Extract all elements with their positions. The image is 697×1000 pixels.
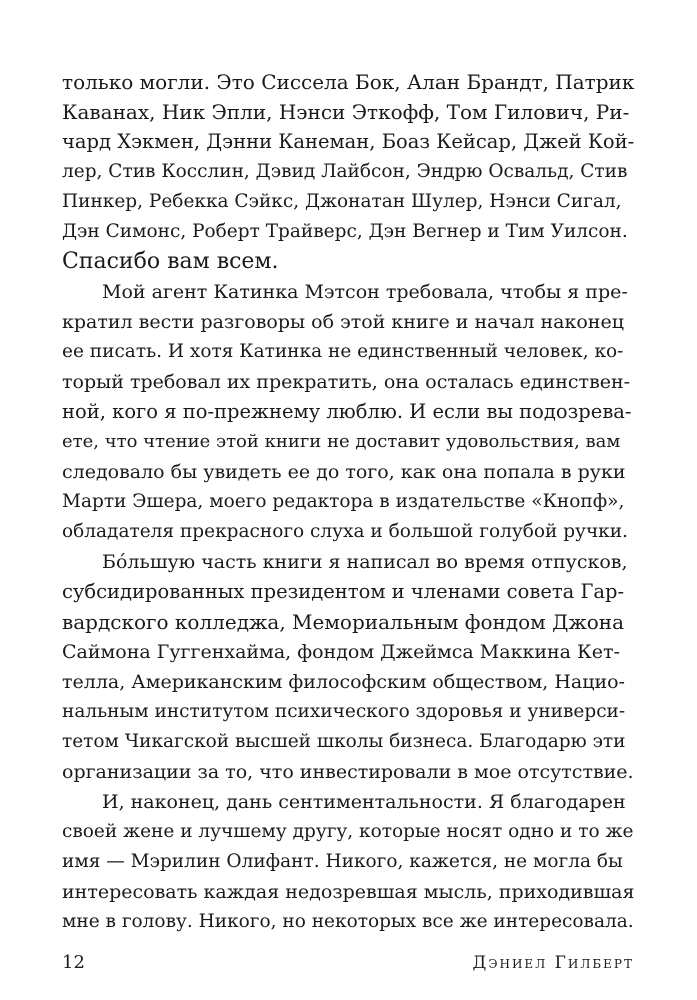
page-footer	[62, 948, 634, 978]
text-line: Пинкер, Ребекка Сэйкс, Джонатан Шулер, Нэнси Сигал,	[62, 191, 622, 212]
text-line: Спасибо вам всем.	[62, 249, 279, 274]
text-line: Бóльшую часть книги я написал во время отпусков,	[102, 551, 628, 573]
text-line: Саймона Гуггенхайма, фондом Джеймса Маккина Кет-	[62, 641, 620, 663]
text-line: вардского колледжа, Мемориальным фондом Джона	[62, 610, 625, 634]
text-line: ете, что чтение этой книги не доставит удовольствия, вам	[62, 431, 621, 452]
text-line: обладателя прекрасного слуха и большой голубой ручки.	[62, 521, 628, 542]
text-line: своей жене и лучшему другу, которые носят одно и то же	[62, 821, 634, 842]
text-line: Дэн Симонс, Роберт Трайверс, Дэн Вегнер и Тим Уилсон.	[62, 221, 628, 242]
text-line: нальным институтом психического здоровья и универси-	[62, 701, 626, 722]
text-line: чард Хэкмен, Дэнни Канеман, Боаз Кейсар, Джей Кой-	[62, 130, 635, 153]
text-line: лер, Стив Косслин, Дэвид Лайбсон, Эндрю Освальд, Стив	[62, 161, 628, 182]
text-line: следовало бы увидеть ее до того, как она попала в руки	[62, 461, 626, 483]
text-line: организации за то, что инвестировали в мое отсутствие.	[62, 761, 634, 783]
page-number: 12	[62, 952, 85, 973]
text-line: ее писать. И хотя Катинка не единственный человек, ко-	[62, 341, 624, 362]
text-line: торый требовал их прекратить, она осталась единствен-	[62, 371, 631, 393]
text-line: Мой агент Катинка Мэтсон требовала, чтобы я пре-	[102, 281, 628, 303]
book-page	[62, 0, 634, 1000]
text-line: интересовать каждая недозревшая мысль, приходившая	[62, 881, 635, 903]
text-line: субсидированных президентом и членами совета Гар-	[62, 580, 625, 603]
text-line: И, наконец, дань сентиментальности. Я благодарен	[102, 791, 626, 813]
text-line: только могли. Это Сиссела Бок, Алан Брандт, Патрик	[62, 70, 635, 94]
text-line: Марти Эшера, моего редактора в издательстве «Кнопф»,	[62, 491, 625, 512]
running-head-author: Дэниел Гилберт	[472, 953, 634, 973]
text-line: Каванах, Ник Эпли, Нэнси Эткофф, Том Гилович, Ри-	[62, 100, 630, 124]
text-line: мне в голову. Никого, но некоторых все же интересовала.	[62, 911, 634, 932]
text-line: имя — Мэрилин Олифант. Никого, кажется, не могла бы	[62, 851, 623, 872]
text-line: ной, кого я по-прежнему люблю. И если вы подозрева-	[62, 400, 632, 423]
text-line: кратил вести разговоры об этой книге и начал наконец	[62, 311, 624, 333]
text-line: телла, Американским философским обществом, Нацио-	[62, 671, 625, 693]
text-line: тетом Чикагской высшей школы бизнеса. Благодарю эти	[62, 731, 626, 752]
